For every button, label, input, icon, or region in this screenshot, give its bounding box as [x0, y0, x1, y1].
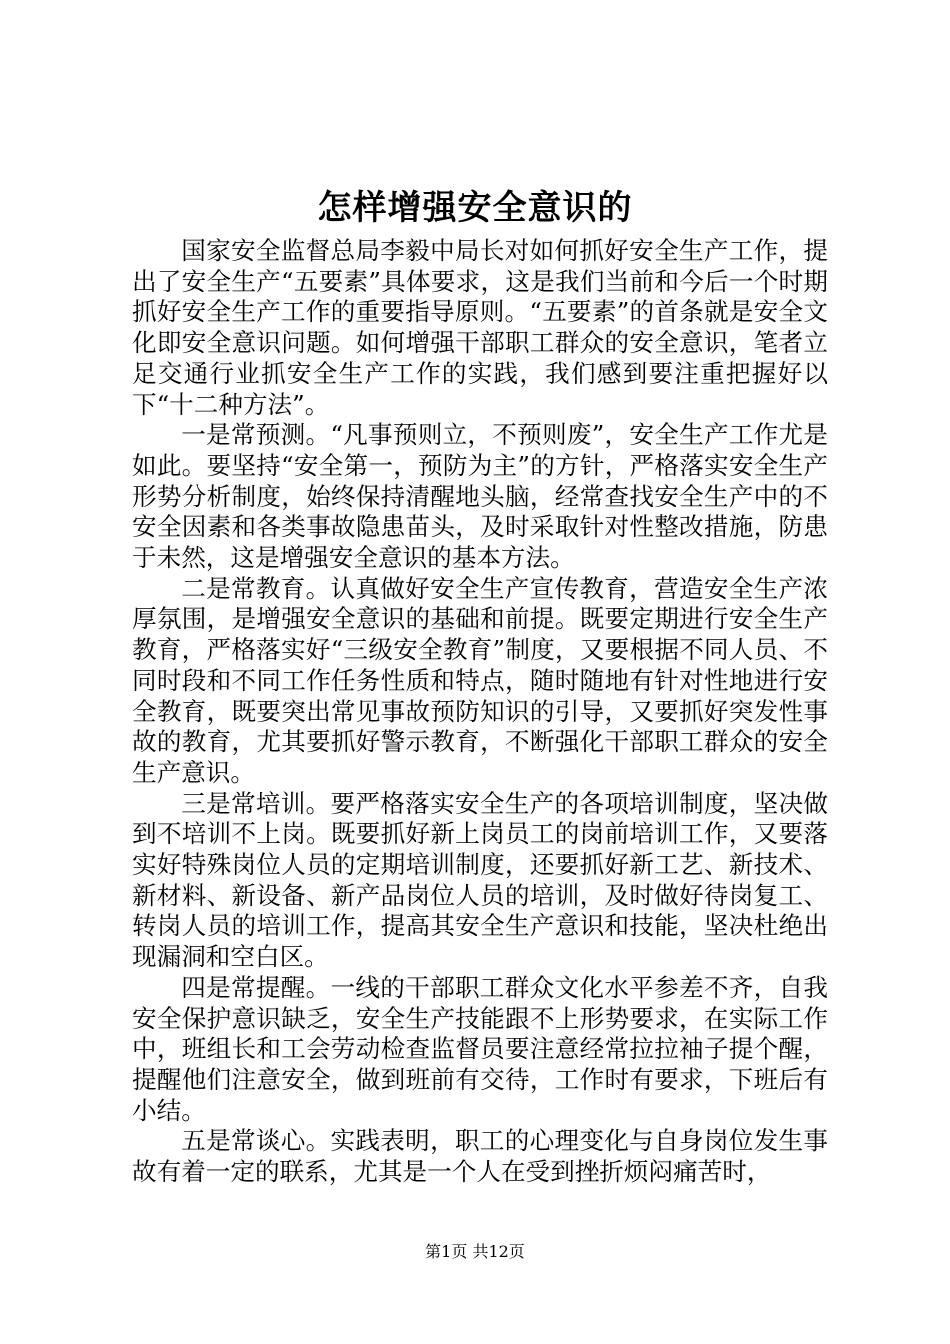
document-body [132, 236, 828, 1188]
page-footer: 第1页 共12页 [425, 1242, 525, 1261]
paragraph-method-3: 三是常培训。要严格落实安全生产的各项培训制度，坚决做到不培训不上岗。既要抓好新上岗员工的岗前培训工作，又要落实好特殊岗位人员的定期培训制度，还要抓好新工艺、新技术、新材料、新设备、新产品岗位人员的培训，及时做好待岗复工、转岗人员的培训工作，提高其安全生产意识和技能，坚决杜绝出现漏洞和空白区。 [132, 788, 828, 972]
paragraph-method-1: 一是常预测。“凡事预则立，不预则废”，安全生产工作尤是如此。要坚持“安全第一，预防为主”的方针，严格落实安全生产形势分析制度，始终保持清醒地头脑，经常查找安全生产中的不安全因素和各类事故隐患苗头，及时采取针对性整改措施，防患于未然，这是增强安全意识的基本方法。 [132, 420, 828, 573]
document-title: 怎样增强安全意识的 [317, 188, 633, 228]
paragraph-method-5: 五是常谈心。实践表明，职工的心理变化与自身岗位发生事故有着一定的联系，尤其是一个人在受到挫折烦闷痛苦时， [132, 1126, 828, 1187]
paragraph-method-2: 二是常教育。认真做好安全生产宣传教育，营造安全生产浓厚氛围，是增强安全意识的基础和前提。既要定期进行安全生产教育，严格落实好“三级安全教育”制度，又要根据不同人员、不同时段和不同工作任务性质和特点，随时随地有针对性地进行安全教育，既要突出常见事故预防知识的引导，又要抓好突发性事故的教育，尤其要抓好警示教育，不断强化干部职工群众的安全生产意识。 [132, 573, 828, 787]
paragraph-method-4: 四是常提醒。一线的干部职工群众文化水平参差不齐，自我安全保护意识缺乏，安全生产技能跟不上形势要求，在实际工作中，班组长和工会劳动检查监督员要注意经常拉拉袖子提个醒，提醒他们注意安全，做到班前有交待，工作时有要求，下班后有小结。 [132, 972, 828, 1125]
paragraph-intro: 国家安全监督总局李毅中局长对如何抓好安全生产工作，提出了安全生产“五要素”具体要求，这是我们当前和今后一个时期抓好安全生产工作的重要指导原则。“五要素”的首条就是安全文化即安全意识问题。如何增强干部职工群众的安全意识，笔者立足交通行业抓安全生产工作的实践，我们感到要注重把握好以下“十二种方法”。 [132, 236, 828, 419]
